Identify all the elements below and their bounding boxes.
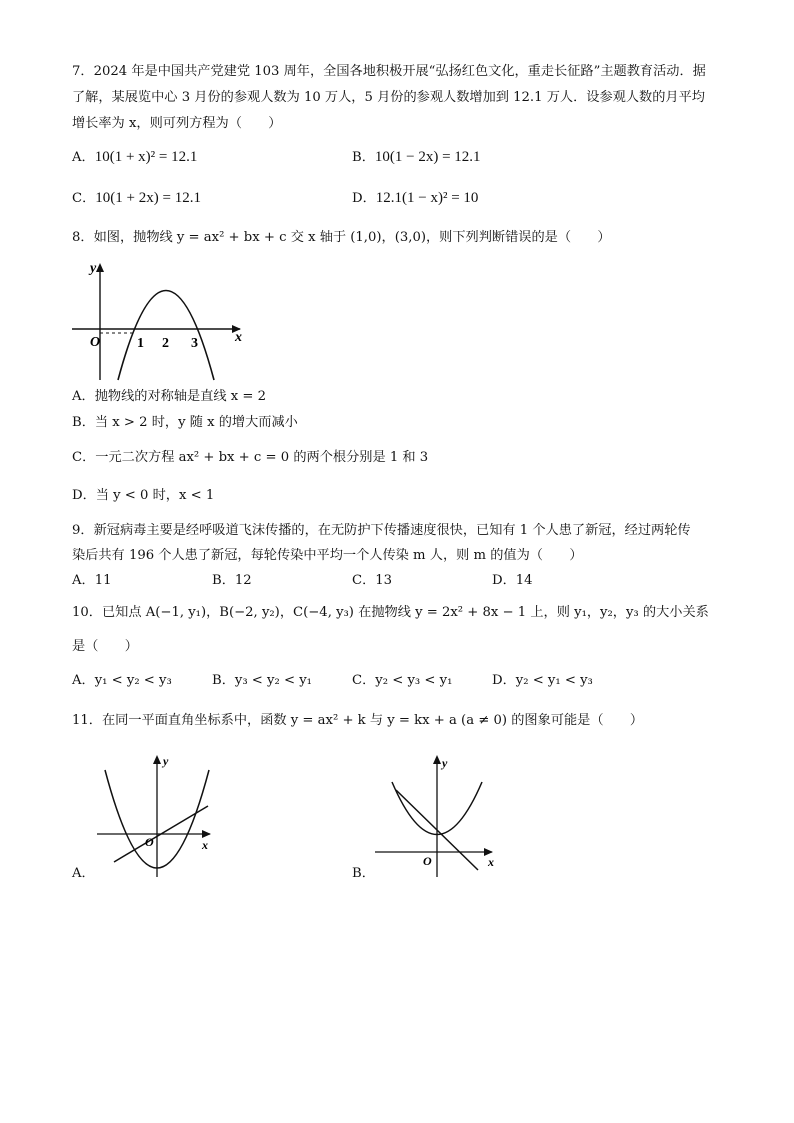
- q11a-y-axis-arrow-icon: [153, 755, 161, 764]
- q11a-origin-label: O: [145, 835, 154, 849]
- q7-option-b-formula: 10(1 − 2x) = 12.1: [374, 149, 481, 165]
- q9-line-1: 9．新冠病毒主要是经呼吸道飞沫传播的，在无防护下传播速度很快，已知有 1 个人患了新冠，经过两轮传: [72, 523, 691, 538]
- q10-option-c: C．y₂ < y₃ < y₁: [352, 673, 453, 688]
- q7-option-a-label: A．: [72, 150, 95, 165]
- q8-tick-3: 3: [191, 336, 198, 351]
- q10-option-b: B．y₃ < y₂ < y₁: [212, 673, 312, 688]
- q11-stem: 11．在同一平面直角坐标系中，函数 y = ax² + k 与 y = kx + a (a ≠ 0) 的图象可能是（ ）: [72, 713, 644, 728]
- q8-option-c: C．一元二次方程 ax² + bx + c = 0 的两个根分别是 1 和 3: [72, 450, 429, 465]
- q9-option-c: C．13: [352, 573, 393, 588]
- q8-stem: 8．如图，抛物线 y = ax² + bx + c 交 x 轴于 (1,0)，(3,0)，则下列判断错误的是（ ）: [72, 230, 611, 245]
- q9-option-b: B．12: [212, 573, 252, 588]
- q10-option-a: A．y₁ < y₂ < y₃: [72, 673, 172, 688]
- q8-tick-1: 1: [137, 336, 144, 351]
- q11a-x-axis-arrow-icon: [202, 830, 211, 838]
- q8-origin-label: O: [90, 335, 101, 350]
- q9-option-a: A．11: [72, 573, 112, 588]
- q11-figure-a-label: A．: [72, 866, 95, 881]
- q11a-y-label: y: [163, 754, 169, 768]
- q7-option-b-label: B．: [352, 150, 375, 165]
- q8-option-b: B．当 x > 2 时，y 随 x 的增大而减小: [72, 415, 298, 430]
- q8-tick-2: 2: [162, 336, 169, 351]
- q11-figure-b: [372, 752, 502, 882]
- q11a-x-label: x: [202, 838, 208, 852]
- q10-line-1: 10．已知点 A(−1, y₁)，B(−2, y₂)，C(−4, y₃) 在抛物线 y = 2x² + 8x − 1 上，则 y₁，y₂，y₃ 的大小关系: [72, 605, 709, 620]
- q7-option-c: [72, 188, 201, 209]
- q7-line-3: 增长率为 x，则可列方程为（ ）: [72, 116, 282, 131]
- q7-line-2: 了解，某展览中心 3 月份的参观人数为 10 万人，5 月份的参观人数增加到 12.1 万人．设参观人数的月平均: [72, 90, 705, 105]
- q11b-origin-label: O: [423, 854, 432, 868]
- q8-y-label: y: [90, 261, 97, 276]
- q8-parabola-figure: [70, 258, 260, 382]
- q7-option-c-formula: 10(1 + 2x) = 12.1: [95, 190, 201, 206]
- q7-option-a: [72, 147, 197, 168]
- q7-option-a-formula: 10(1 + x)² = 12.1: [94, 149, 198, 165]
- q8-option-d: D．当 y < 0 时，x < 1: [72, 488, 215, 503]
- q10-line-2: 是（ ）: [72, 639, 138, 654]
- q11-figure-b-label: B．: [352, 866, 375, 881]
- q8-x-label: x: [235, 330, 242, 345]
- q9-line-2: 染后共有 196 个人患了新冠，每轮传染中平均一个人传染 m 人，则 m 的值为（ ）: [72, 548, 583, 563]
- q7-option-c-label: C．: [72, 191, 96, 206]
- q7-option-b: [352, 147, 481, 168]
- q7-option-d: [352, 188, 478, 209]
- q11b-x-label: x: [488, 855, 494, 869]
- q8-y-axis-arrow-icon: [96, 263, 104, 272]
- q7-option-d-label: D．: [352, 191, 376, 206]
- q11-figure-a: [92, 752, 222, 882]
- q7-option-d-formula: 12.1(1 − x)² = 10: [375, 190, 479, 206]
- q11b-y-axis-arrow-icon: [433, 755, 441, 764]
- q8-option-a: A．抛物线的对称轴是直线 x = 2: [72, 389, 267, 404]
- q7-line-1: 7．2024 年是中国共产党建党 103 周年，全国各地积极开展“弘扬红色文化，重走长征路”主题教育活动．据: [72, 64, 706, 79]
- q11b-y-label: y: [442, 756, 448, 770]
- q10-option-d: D．y₂ < y₁ < y₃: [492, 673, 593, 688]
- q9-option-d: D．14: [492, 573, 533, 588]
